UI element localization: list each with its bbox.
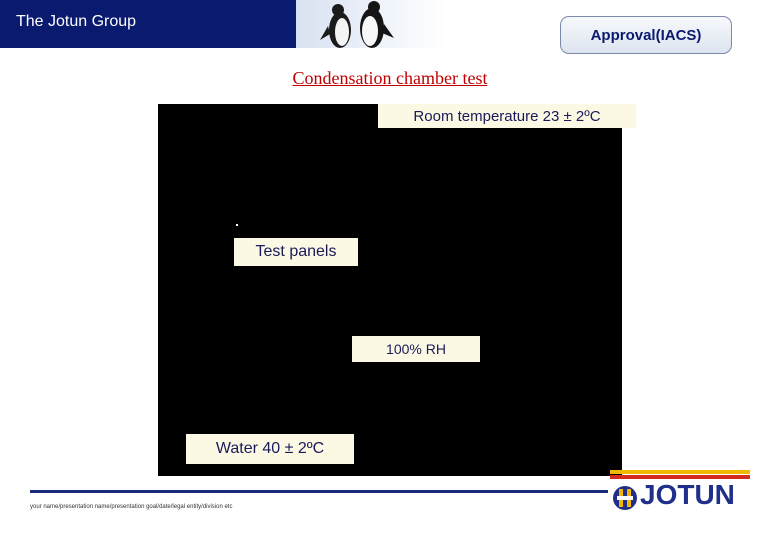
water-label: Water 40 ± 2ºC <box>186 434 354 464</box>
logo-text: JOTUN <box>640 479 735 510</box>
room-temperature-label: Room temperature 23 ± 2ºC <box>378 104 636 128</box>
chamber-diagram <box>158 104 622 476</box>
logo-stripe-yellow <box>610 470 750 474</box>
test-panels-label: Test panels <box>234 238 358 266</box>
header-band <box>0 0 296 48</box>
logo-stripes <box>610 470 750 479</box>
footer-text: your name/presentation name/presentation goal/date/legal entity/division etc <box>30 504 233 510</box>
slide-title: Condensation chamber test <box>292 68 488 88</box>
group-title: The Jotun Group <box>16 13 137 30</box>
approval-box <box>560 16 732 54</box>
humidity-label: 100% RH <box>352 336 480 362</box>
jotun-emblem-icon <box>610 481 640 513</box>
jotun-logo <box>610 470 750 514</box>
diagram-dot <box>236 224 238 226</box>
approval-label: Approval(IACS) <box>590 26 702 44</box>
footer-rule <box>30 490 608 493</box>
penguins-image <box>300 0 440 48</box>
